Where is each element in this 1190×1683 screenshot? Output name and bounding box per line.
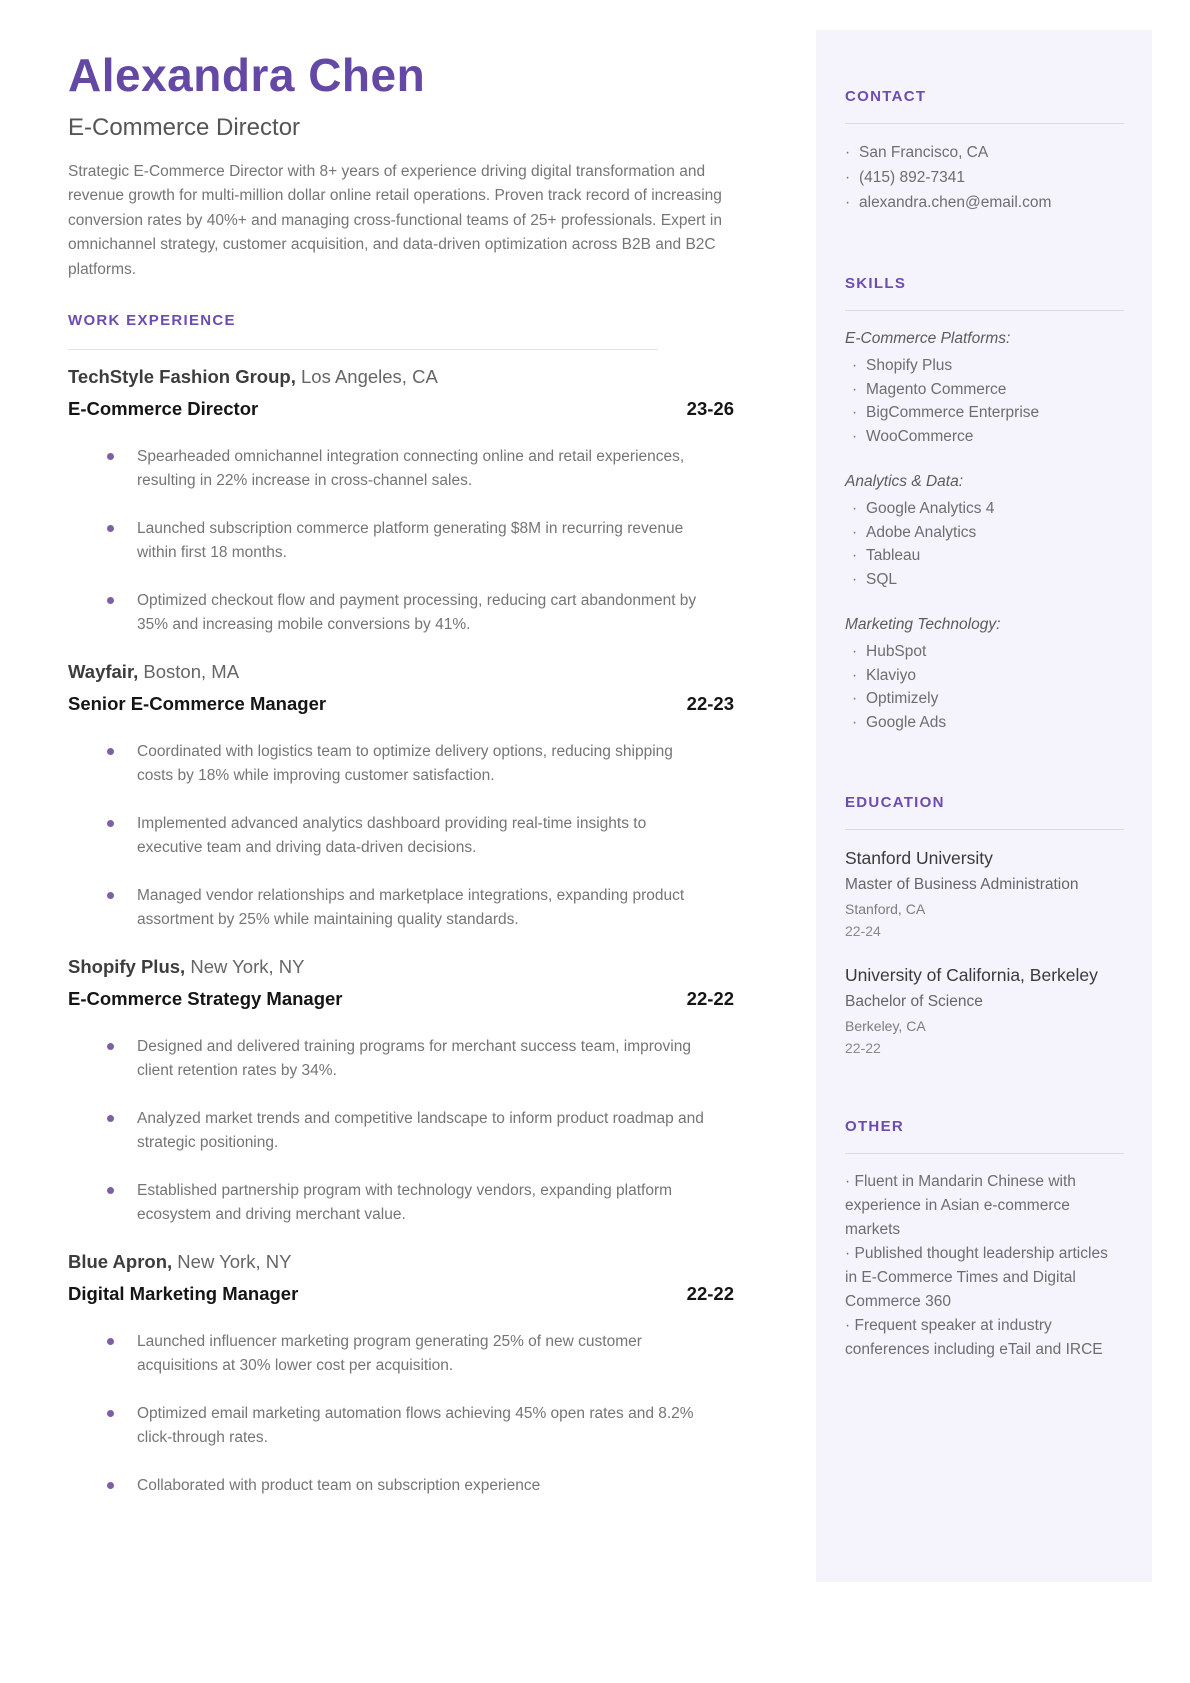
- skill-text: Adobe Analytics: [866, 523, 977, 541]
- skill-item: [845, 378, 1124, 402]
- school-dates: 22-22: [845, 1040, 881, 1056]
- bullet-dot-icon: [107, 1187, 114, 1194]
- job-company-line: [68, 659, 734, 684]
- bullet-dot-icon: ·: [852, 380, 858, 398]
- bullet-item: [68, 1107, 734, 1155]
- sidebar: [816, 30, 1152, 1582]
- bullet-text: Managed vendor relationships and marketplace integrations, expanding product assortment by 25% while maintaining quality standards.: [137, 887, 685, 929]
- bullet-dot-icon: ·: [852, 690, 858, 707]
- bullet-dot-icon: ·: [845, 1173, 851, 1190]
- job-bullet-list: [68, 740, 734, 932]
- bullet-item: [68, 1179, 734, 1227]
- bullet-text: Launched subscription commerce platform generating $8M in recurring revenue within first 18 months.: [137, 520, 684, 562]
- bullet-dot-icon: [107, 525, 114, 532]
- other-section: [845, 1118, 1124, 1362]
- job-title: Digital Marketing Manager: [68, 1283, 299, 1305]
- bullet-dot-icon: ·: [852, 500, 858, 517]
- other-text: Fluent in Mandarin Chinese with experience in Asian e-commerce markets: [845, 1173, 1076, 1238]
- section-title-education: EDUCATION: [845, 794, 945, 811]
- bullet-dot-icon: [107, 597, 114, 604]
- bullet-item: [68, 884, 734, 932]
- skill-text: Magento Commerce: [866, 380, 1007, 398]
- bullet-text: Collaborated with product team on subscription experience: [137, 1477, 541, 1495]
- education-list: [845, 846, 1124, 1058]
- bullet-text: Established partnership program with technology vendors, expanding platform ecosystem and driving merchant value.: [137, 1182, 673, 1224]
- skill-text: Optimizely: [866, 690, 939, 707]
- school-degree: Bachelor of Science: [845, 993, 983, 1010]
- contact-text: alexandra.chen@email.com: [859, 194, 1052, 211]
- job-dates: 22-22: [686, 988, 734, 1010]
- bullet-dot-icon: [107, 1043, 114, 1050]
- person-name: Alexandra Chen: [68, 49, 426, 101]
- bullet-dot-icon: [107, 453, 114, 460]
- bullet-dot-icon: ·: [852, 523, 858, 541]
- skill-item: [845, 640, 1124, 664]
- bullet-dot-icon: [107, 1482, 114, 1489]
- other-text: Published thought leadership articles in E-Commerce Times and Digital Commerce 360: [845, 1245, 1108, 1310]
- bullet-item: [68, 1330, 734, 1378]
- bullet-dot-icon: ·: [852, 547, 858, 564]
- company-location: Boston, MA: [143, 661, 240, 683]
- bullet-dot-icon: [107, 1338, 114, 1345]
- job-title: E-Commerce Strategy Manager: [68, 988, 343, 1010]
- summary-text: Strategic E-Commerce Director with 8+ years of experience driving digital transformation and revenue growth for multi-million dollar online retail operations. Proven track record of increasing conversion rates by 40%+ and managing cross-functional teams of 25+ professionals. Expert in omnichannel strategy, customer acquisition, and data-driven optimization across B2B and B2C platforms.: [68, 162, 722, 278]
- bullet-text: Optimized email marketing automation flows achieving 45% open rates and 8.2% click-through rates.: [137, 1405, 694, 1447]
- job-entry-techstyle: [68, 364, 734, 637]
- bullet-dot-icon: ·: [845, 144, 851, 161]
- contact-text: (415) 892-7341: [859, 169, 965, 186]
- school-name: University of California, Berkeley: [845, 965, 1098, 985]
- job-dates: 23-26: [686, 398, 734, 420]
- section-divider: [845, 123, 1124, 124]
- bullet-dot-icon: ·: [852, 666, 858, 684]
- other-item: [845, 1314, 1124, 1362]
- bullet-dot-icon: [107, 820, 114, 827]
- job-company-line: [68, 364, 734, 389]
- company-name: Shopify Plus,: [68, 956, 186, 978]
- education-entry-berkeley: [845, 963, 1124, 1058]
- section-title-contact: CONTACT: [845, 88, 927, 105]
- job-title-row: [68, 1281, 734, 1306]
- section-divider: [845, 310, 1124, 311]
- school-location: Berkeley, CA: [845, 1018, 926, 1034]
- skill-item: [845, 568, 1124, 592]
- skill-item: [845, 664, 1124, 688]
- job-entry-wayfair: [68, 659, 734, 932]
- skill-text: Google Ads: [866, 713, 947, 731]
- education-entry-stanford: [845, 846, 1124, 941]
- bullet-dot-icon: ·: [845, 194, 851, 211]
- bullet-dot-icon: [107, 892, 114, 899]
- skill-text: Shopify Plus: [866, 357, 953, 374]
- other-list: [845, 1170, 1124, 1362]
- bullet-dot-icon: [107, 1410, 114, 1417]
- skill-item: [845, 497, 1124, 521]
- job-company-line: [68, 954, 734, 979]
- bullet-item: [68, 589, 734, 637]
- skill-item: [845, 354, 1124, 378]
- skill-text: BigCommerce Enterprise: [866, 404, 1040, 421]
- school-name: Stanford University: [845, 848, 993, 868]
- section-title-skills: SKILLS: [845, 275, 907, 292]
- contact-item-phone: [845, 165, 1124, 190]
- bullet-dot-icon: ·: [845, 1245, 851, 1262]
- contact-list: [845, 140, 1124, 215]
- job-entry-shopify: [68, 954, 734, 1227]
- skill-category: Analytics & Data:: [845, 473, 964, 490]
- skills-section: [845, 275, 1124, 734]
- section-title-other: OTHER: [845, 1118, 904, 1135]
- contact-text: San Francisco, CA: [859, 144, 989, 161]
- bullet-item: [68, 1474, 734, 1498]
- skill-category: E-Commerce Platforms:: [845, 330, 1011, 347]
- job-title: Senior E-Commerce Manager: [68, 693, 327, 715]
- skill-item: [845, 401, 1124, 425]
- contact-section: [845, 88, 1124, 215]
- skill-group-analytics: [845, 470, 1124, 591]
- school-dates: 22-24: [845, 923, 881, 939]
- job-title-row: [68, 396, 734, 421]
- main-column: [68, 50, 734, 1498]
- job-bullet-list: [68, 1330, 734, 1498]
- bullet-item: [68, 740, 734, 788]
- bullet-text: Optimized checkout flow and payment processing, reducing cart abandonment by 35% and increasing mobile conversions by 41%.: [137, 592, 697, 634]
- job-entry-blueapron: [68, 1249, 734, 1498]
- bullet-item: [68, 812, 734, 860]
- company-location: New York, NY: [177, 1251, 292, 1273]
- job-bullet-list: [68, 445, 734, 637]
- section-divider: [68, 349, 658, 350]
- bullet-dot-icon: ·: [845, 1317, 851, 1334]
- bullet-item: [68, 1035, 734, 1083]
- skill-text: Tableau: [866, 547, 921, 564]
- bullet-dot-icon: ·: [845, 169, 851, 186]
- job-title-row: [68, 691, 734, 716]
- skill-group-martech: [845, 613, 1124, 734]
- bullet-text: Spearheaded omnichannel integration connecting online and retail experiences, resulting in 22% increase in cross-channel sales.: [137, 448, 685, 490]
- job-title: E-Commerce Director: [68, 398, 259, 420]
- section-title-work-experience: WORK EXPERIENCE: [68, 312, 236, 330]
- company-location: New York, NY: [190, 956, 305, 978]
- bullet-item: [68, 1402, 734, 1450]
- other-item: [845, 1170, 1124, 1242]
- bullet-text: Coordinated with logistics team to optimize delivery options, reducing shipping costs by 18% while improving customer satisfaction.: [137, 743, 673, 785]
- skill-text: HubSpot: [866, 643, 927, 660]
- bullet-dot-icon: ·: [852, 357, 858, 374]
- section-divider: [845, 829, 1124, 830]
- company-name: TechStyle Fashion Group,: [68, 366, 296, 388]
- person-job-title: E-Commerce Director: [68, 113, 301, 141]
- job-dates: 22-23: [686, 693, 734, 715]
- school-degree: Master of Business Administration: [845, 876, 1079, 893]
- bullet-dot-icon: ·: [852, 404, 858, 421]
- bullet-dot-icon: ·: [852, 643, 858, 660]
- bullet-text: Designed and delivered training programs for merchant success team, improving client retention rates by 34%.: [137, 1038, 691, 1080]
- contact-item-email: [845, 190, 1124, 215]
- bullet-dot-icon: ·: [852, 713, 858, 731]
- bullet-dot-icon: [107, 1115, 114, 1122]
- skill-item: [845, 711, 1124, 735]
- job-title-row: [68, 986, 734, 1011]
- skill-items: [845, 354, 1124, 448]
- skill-text: SQL: [866, 570, 898, 588]
- skill-text: Google Analytics 4: [866, 500, 995, 517]
- skill-text: Klaviyo: [866, 666, 916, 684]
- skill-item: [845, 544, 1124, 568]
- job-bullet-list: [68, 1035, 734, 1227]
- skill-category: Marketing Technology:: [845, 616, 1001, 633]
- job-dates: 22-22: [686, 1283, 734, 1305]
- bullet-dot-icon: ·: [852, 570, 858, 588]
- skill-item: [845, 687, 1124, 711]
- bullet-dot-icon: ·: [852, 427, 858, 445]
- skill-group-platforms: [845, 327, 1124, 448]
- skill-items: [845, 640, 1124, 734]
- skill-item: [845, 425, 1124, 449]
- bullet-text: Implemented advanced analytics dashboard providing real-time insights to executive team and driving data-driven decisions.: [137, 815, 647, 857]
- company-location: Los Angeles, CA: [301, 366, 438, 388]
- bullet-text: Launched influencer marketing program generating 25% of new customer acquisitions at 30% lower cost per acquisition.: [137, 1333, 642, 1375]
- bullet-item: [68, 517, 734, 565]
- company-name: Blue Apron,: [68, 1251, 173, 1273]
- skill-text: WooCommerce: [866, 427, 974, 445]
- bullet-text: Analyzed market trends and competitive landscape to inform product roadmap and strategic positioning.: [137, 1110, 704, 1152]
- bullet-item: [68, 445, 734, 493]
- other-item: [845, 1242, 1124, 1314]
- skill-items: [845, 497, 1124, 591]
- school-location: Stanford, CA: [845, 901, 926, 917]
- company-name: Wayfair,: [68, 661, 139, 683]
- other-text: Frequent speaker at industry conferences including eTail and IRCE: [845, 1317, 1103, 1358]
- education-section: [845, 794, 1124, 1058]
- section-divider: [845, 1153, 1124, 1154]
- job-company-line: [68, 1249, 734, 1274]
- bullet-dot-icon: [107, 748, 114, 755]
- skill-item: [845, 521, 1124, 545]
- contact-item-location: [845, 140, 1124, 165]
